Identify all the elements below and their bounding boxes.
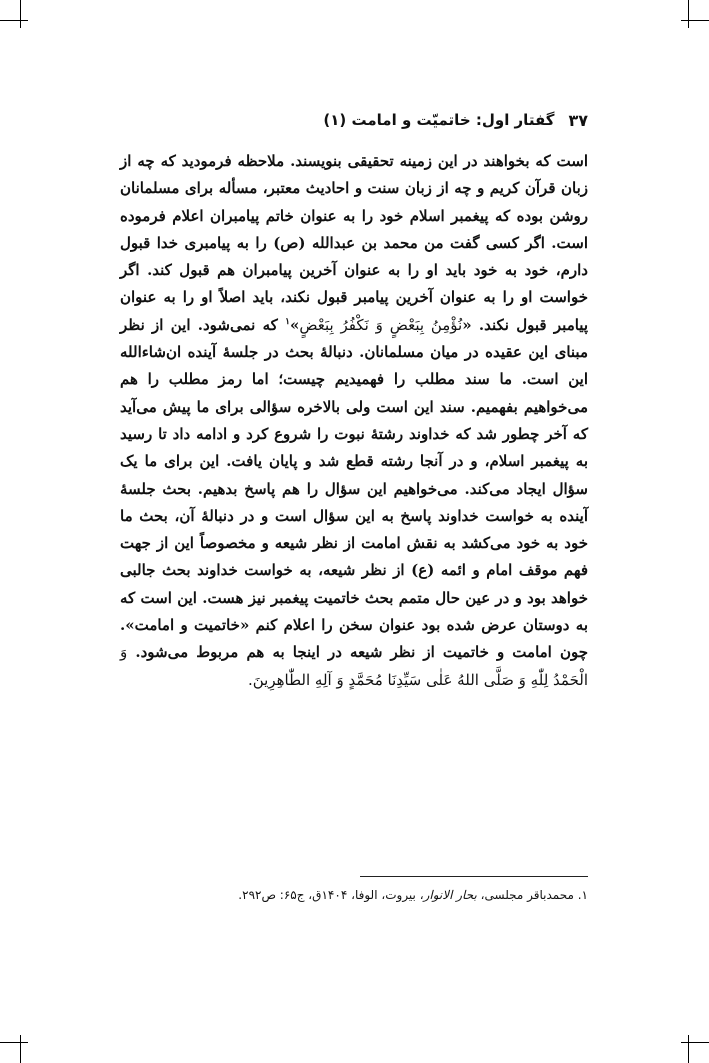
footnote-suffix: ، بیروت، الوفا، ۱۴۰۴ق، ج۶۵: ص۲۹۲. bbox=[238, 888, 424, 902]
footnote-divider bbox=[360, 876, 588, 877]
quote-close: » bbox=[289, 315, 300, 334]
running-title: گفتار اول: خاتمیّت و امامت (۱) bbox=[323, 111, 555, 129]
running-header bbox=[120, 107, 588, 133]
crop-mark-top-left bbox=[20, 0, 21, 28]
page-number: ۳۷ bbox=[568, 110, 588, 130]
crop-mark-top-right bbox=[688, 0, 689, 28]
footnote bbox=[120, 886, 588, 904]
footnote-prefix: ۱. محمدباقر مجلسی، bbox=[476, 888, 588, 902]
crop-mark-bottom-left bbox=[0, 1042, 28, 1043]
crop-mark-top-right bbox=[681, 20, 709, 21]
body-text-part-2: که نمی‌شود. این از نظر مبنای این عقیده در میان مسلمانان. دنبالهٔ بحث در جلسهٔ آینده ان‌شاءالله این است. ما سند مطلب را فهمیدیم چیست؛ اما رمز مطلب را هم می‌خواهیم بفهمیم. سند این است ولی بالاخره سؤالی برای ما پیش می‌آید که آخر چطور شد که خداوند رشتهٔ نبوت را شروع کرد و ادامه داد تا رسید به پیغمبر اسلام، و در آنجا رشته قطع شد و پایان یافت. این برای ما یک سؤال ایجاد می‌کند. می‌خواهیم این سؤال را هم پاسخ بدهیم. بحث جلسهٔ آینده به خواست خداوند پاسخ به این سؤال است و در دنبالهٔ آن، بحث ما خود به خود می‌کشد به نقش امامت از نظر شیعه و مخصوصاً این از جهت فهم موقف امام و ائمه (ع) از نظر شیعه، به خواست خداوند بحث جالبی خواهد بود و در عین حال متمم بحث خاتمیت پیغمبر نیز هست. این است که به دوستان عرض شده بود عنوان سخن را اعلام کنم «خاتمیت و امامت». چون امامت و خاتمیت از نظر شیعه در اینجا به هم مربوط می‌شود. bbox=[120, 315, 588, 662]
body-text-part-1: است که بخواهند در این زمینه تحقیقی بنویسند. ملاحظه فرمودید که چه از زبان قرآن کریم و چه از زبان سنت و احادیث معتبر، مسأله برای مسلمانان روشن بوده که پیغمبر اسلام خود را به عنوان خاتم پیامبران اعلام فرموده است. اگر کسی گفت من محمد بن عبدالله (ص) را به پیامبری خدا قبول دارم، خود به خود باید او را به عنوان آخرین پیامبران هم قبول کند. اگر خواست او را به عنوان آخرین پیامبر قبول نکند، باید اصلاً او را به عنوان پیامبر قبول نکند. « bbox=[120, 152, 588, 334]
footnote-reference[interactable]: ۱ bbox=[285, 316, 290, 327]
quran-quote: نُؤْمِنُ بِبَعْضٍ وَ نَكْفُرُ بِبَعْضٍ bbox=[299, 315, 463, 334]
body-paragraph bbox=[120, 148, 588, 694]
closing-prayer: وَ الْحَمْدُ لِلّٰهِ وَ صَلَّى اللهُ عَلٰى سَيِّدِنَا مُحَمَّدٍ وَ آلِهِ الطّٰاهِرِينَ. bbox=[120, 643, 588, 689]
footnote-book-title: بحار الانوار bbox=[423, 888, 477, 902]
crop-mark-bottom-left bbox=[20, 1035, 21, 1063]
crop-mark-bottom-right bbox=[688, 1035, 689, 1063]
crop-mark-bottom-right bbox=[681, 1042, 709, 1043]
crop-mark-top-left bbox=[0, 20, 28, 21]
